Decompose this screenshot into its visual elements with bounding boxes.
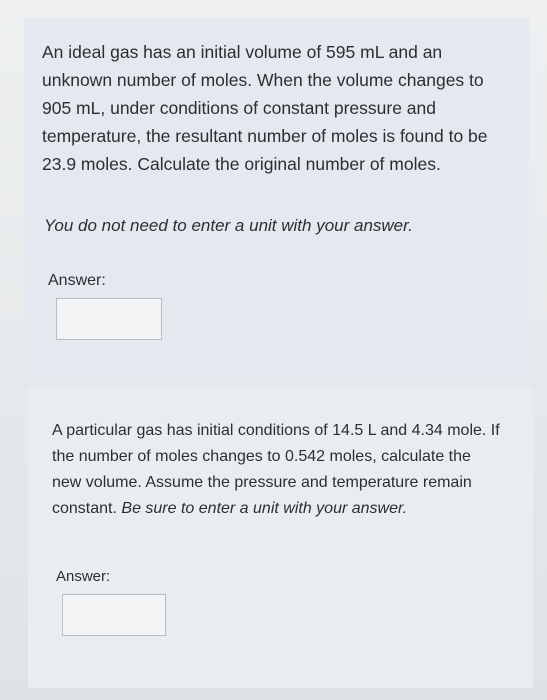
question-2-answer-input[interactable] — [62, 594, 166, 636]
question-1-instruction: You do not need to enter a unit with your answer. — [44, 216, 413, 235]
question-2-body: A particular gas has initial conditions of 14.5 L and 4.34 mole. If the number of moles changes to 0.542 moles, calculate the new volume. Assume the pressure and temperature remain constant. — [52, 422, 500, 517]
question-2-text — [52, 418, 502, 522]
question-1-answer-label: Answer: — [48, 272, 106, 289]
question-2-card — [28, 388, 533, 688]
question-2-answer-label: Answer: — [56, 568, 111, 585]
question-1-text: An ideal gas has an initial volume of 595 mL and an unknown number of moles. When the volume changes to 905 mL, under conditions of constant pressure and temperature, the resultant number of moles is found to be 23.9 moles. Calculate the original number of moles. — [42, 42, 488, 174]
question-1-answer-input[interactable] — [56, 298, 162, 340]
question-1-card — [24, 18, 529, 378]
question-2-instruction: Be sure to enter a unit with your answer. — [121, 500, 408, 517]
